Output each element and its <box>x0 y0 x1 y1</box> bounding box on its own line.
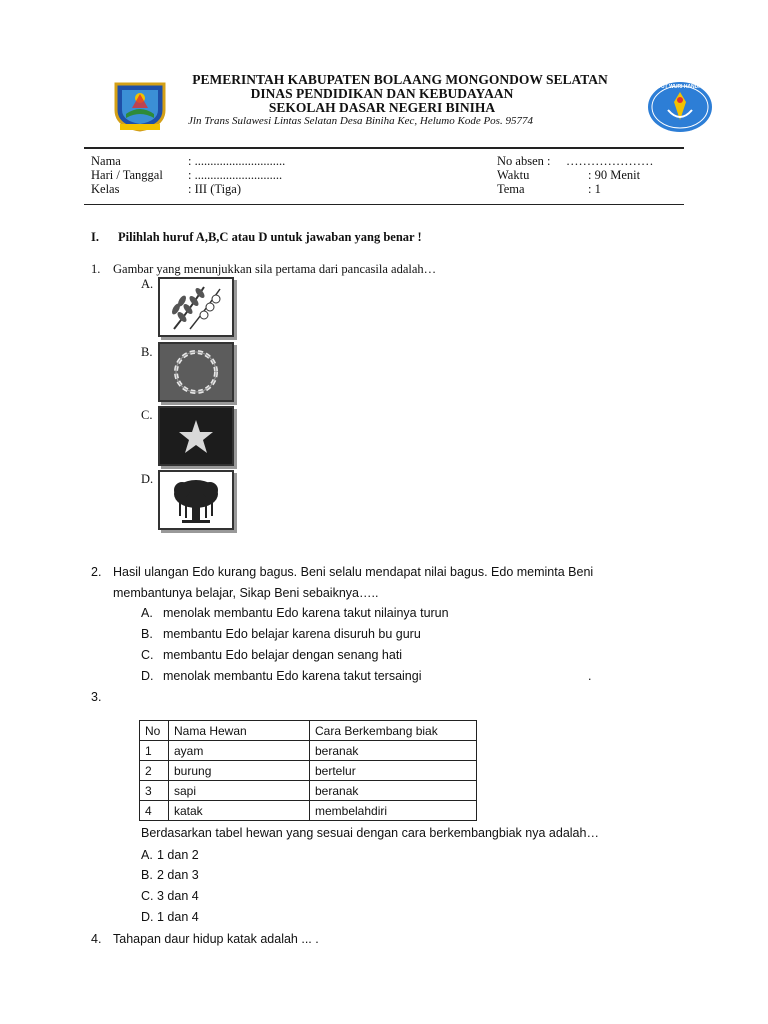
q2-number: 2. <box>91 565 102 579</box>
q1-option-a-letter[interactable]: A. <box>141 277 154 291</box>
table-cell: bertelur <box>310 761 477 781</box>
q2-option-d-letter[interactable]: D. <box>141 669 154 683</box>
q1-option-b-letter[interactable]: B. <box>141 345 153 359</box>
header-line-3: SEKOLAH DASAR NEGERI BINIHA <box>268 100 496 115</box>
table-header-cell: Cara Berkembang biak <box>310 721 477 741</box>
q2-text-line-1: Hasil ulangan Edo kurang bagus. Beni selalu mendapat nilai bagus. Edo meminta Beni <box>113 565 594 579</box>
rice-cotton-icon <box>160 279 232 335</box>
table-row <box>140 781 477 801</box>
q2-option-b-text[interactable]: membantu Edo belajar karena disuruh bu guru <box>163 627 421 641</box>
q3-option-d-letter[interactable]: D. <box>141 910 154 924</box>
banyan-tree-icon <box>160 472 232 528</box>
waktu-value: : 90 Menit <box>588 168 641 182</box>
tema-value: : 1 <box>588 182 601 196</box>
q3-option-b-text[interactable]: 2 dan 3 <box>157 868 199 882</box>
q2-option-b-letter[interactable]: B. <box>141 627 153 641</box>
star-icon <box>160 408 232 464</box>
q2-option-d-text[interactable]: menolak membantu Edo karena takut tersaingi <box>163 669 422 683</box>
tut-wuri-handayani-logo <box>646 80 714 134</box>
table-header-row <box>140 721 477 741</box>
table-header-cell: Nama Hewan <box>169 721 310 741</box>
q1-option-b-image[interactable] <box>158 342 234 402</box>
q2-trailing-dot: . <box>588 669 592 683</box>
animal-reproduction-table <box>139 720 477 821</box>
q3-option-d-text[interactable]: 1 dan 4 <box>157 910 199 924</box>
no-absen-label: No absen : <box>497 154 551 168</box>
table-cell: membelahdiri <box>310 801 477 821</box>
q1-option-c-letter[interactable]: C. <box>141 408 153 422</box>
header-rule-bottom <box>84 204 684 205</box>
header-rule-top <box>84 147 684 149</box>
kelas-label: Kelas <box>91 182 120 196</box>
table-cell: katak <box>169 801 310 821</box>
header-address: Jln Trans Sulawesi Lintas Selatan Desa Biniha Kec, Helumo Kode Pos. 95774 <box>188 115 533 127</box>
q3-option-b-letter[interactable]: B. <box>141 868 153 882</box>
q1-number: 1. <box>91 262 101 276</box>
kelas-value: : III (Tiga) <box>188 182 242 196</box>
hari-tanggal-field[interactable]: : ............................ <box>188 168 283 182</box>
q1-text: Gambar yang menunjukkan sila pertama dari pancasila adalah… <box>113 262 437 276</box>
hari-tanggal-label: Hari / Tanggal <box>91 168 163 182</box>
nama-label: Nama <box>91 154 121 168</box>
logo-caption: TUT WURI HANDAYANI <box>658 84 713 90</box>
table-row <box>140 741 477 761</box>
section-number: I. <box>91 230 99 244</box>
q1-option-a-image[interactable] <box>158 277 234 337</box>
table-row <box>140 801 477 821</box>
q2-option-c-text[interactable]: membantu Edo belajar dengan senang hati <box>163 648 403 662</box>
header-line-1: PEMERINTAH KABUPATEN BOLAANG MONGONDOW SELATAN <box>192 72 608 87</box>
table-cell: sapi <box>169 781 310 801</box>
table-cell: 2 <box>140 761 169 781</box>
q1-option-d-image[interactable] <box>158 470 234 530</box>
table-cell: 1 <box>140 741 169 761</box>
tema-label: Tema <box>497 182 525 196</box>
q2-option-a-letter[interactable]: A. <box>141 606 153 620</box>
q4-number: 4. <box>91 932 102 946</box>
chain-icon <box>160 344 232 400</box>
table-row <box>140 761 477 781</box>
q3-option-a-text[interactable]: 1 dan 2 <box>157 848 199 862</box>
q3-option-c-letter[interactable]: C. <box>141 889 154 903</box>
q2-text-line-2: membantunya belajar, Sikap Beni sebaiknya….. <box>113 586 379 600</box>
regency-emblem-logo <box>112 80 168 132</box>
table-cell: beranak <box>310 741 477 761</box>
section-instruction: Pilihlah huruf A,B,C atau D untuk jawaban yang benar ! <box>118 230 422 244</box>
q1-option-d-letter[interactable]: D. <box>141 472 154 486</box>
waktu-label: Waktu <box>497 168 530 182</box>
q1-option-c-image[interactable] <box>158 406 234 466</box>
table-cell: 4 <box>140 801 169 821</box>
no-absen-field[interactable]: ………………… <box>566 154 654 168</box>
q3-number: 3. <box>91 690 102 704</box>
table-cell: ayam <box>169 741 310 761</box>
q4-text: Tahapan daur hidup katak adalah ... . <box>113 932 319 946</box>
nama-field[interactable]: : ............................. <box>188 154 286 168</box>
table-cell: 3 <box>140 781 169 801</box>
table-header-cell: No <box>140 721 169 741</box>
q3-option-a-letter[interactable]: A. <box>141 848 153 862</box>
table-cell: beranak <box>310 781 477 801</box>
q2-option-c-letter[interactable]: C. <box>141 648 154 662</box>
table-cell: burung <box>169 761 310 781</box>
q3-option-c-text[interactable]: 3 dan 4 <box>157 889 199 903</box>
q3-text: Berdasarkan tabel hewan yang sesuai dengan cara berkembangbiak nya adalah… <box>141 826 599 840</box>
header-line-2: DINAS PENDIDIKAN DAN KEBUDAYAAN <box>250 86 514 101</box>
q2-option-a-text[interactable]: menolak membantu Edo karena takut nilainya turun <box>163 606 449 620</box>
